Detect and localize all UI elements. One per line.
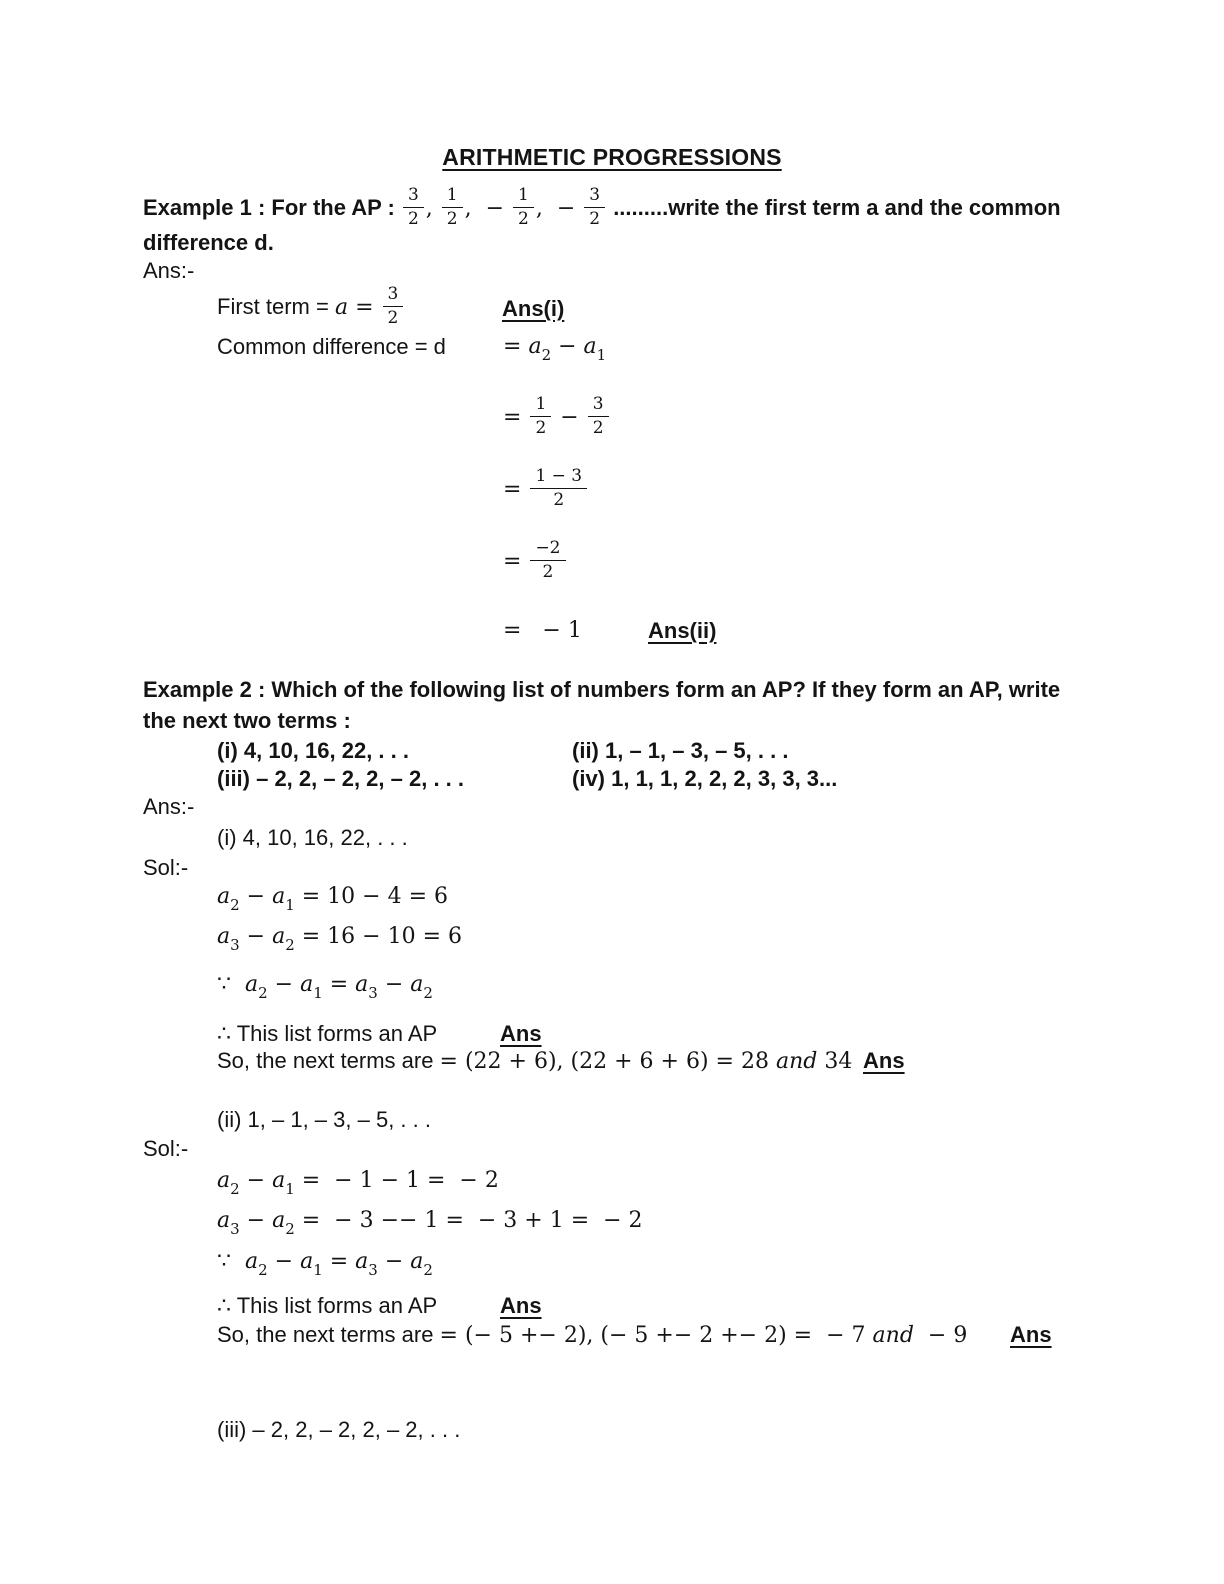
part-iii-restate: (iii) – 2, 2, – 2, 2, – 2, . . .: [217, 1417, 461, 1442]
eq-step-5: = − 1: [503, 618, 582, 643]
example2-heading-line2: the next two terms :: [143, 708, 351, 733]
ans-i-label: Ans(i): [502, 296, 565, 321]
part-ii-ans-1: Ans: [500, 1293, 542, 1318]
part-i-sol-label: Sol:-: [143, 855, 189, 880]
common-difference-label: Common difference = d: [217, 334, 446, 359]
part-ii-next-label: So, the next terms are: [217, 1322, 440, 1347]
item-iii: (iii) – 2, 2, – 2, 2, – 2, . . .: [217, 766, 465, 791]
part-ii-sol-label: Sol:-: [143, 1136, 189, 1161]
part-i-math-1: $a_2 - a_1 = 10 - 4 = 6$: [217, 884, 449, 914]
part-ii-math-2: $a_3 - a_2$ = − 3 −− 1 = − 3 + 1 = − 2: [217, 1208, 643, 1238]
part-ii-math-3: ∵ $a_2 - a_1 = a_3 - a_2$: [217, 1249, 433, 1279]
part-ii-math-1: $a_2 - a_1$ = − 1 − 1 = − 2: [217, 1168, 499, 1198]
page-title: ARITHMETIC PROGRESSIONS: [442, 144, 782, 170]
item-iv: (iv) 1, 1, 1, 2, 2, 2, 3, 3, 3...: [572, 766, 838, 791]
part-i-next-terms: [217, 1048, 852, 1075]
part-i-math-3: ∵ $a_2 - a_1 = a_3 - a_2$: [217, 972, 433, 1002]
part-i-ans-1: Ans: [500, 1021, 542, 1046]
part-i-conclusion: ∴ This list forms an AP: [217, 1021, 438, 1046]
part-ii-next-math: = (− 5 +− 2), (− 5 +− 2 +− 2) = − 7 and − 9: [439, 1323, 968, 1348]
first-term-label: First term =: [217, 294, 335, 319]
part-i-restate: (i) 4, 10, 16, 22, . . .: [217, 825, 408, 850]
first-term-math: a = $\frac{3}{2}$: [335, 295, 405, 320]
title-row: [0, 144, 1224, 171]
eq-step-4: = $\frac{-2}{2}$: [503, 539, 568, 585]
part-ii-next-terms: [217, 1322, 967, 1349]
example1-heading-prefix: Example 1 : For the AP :: [143, 195, 401, 220]
part-i-next-label: So, the next terms are: [217, 1048, 440, 1073]
example1-heading-suffix: .........write the first term a and the common: [607, 195, 1061, 220]
eq-step-3: = $\frac{1 - 3}{2}$: [503, 467, 589, 513]
part-ii-restate: (ii) 1, – 1, – 3, – 5, . . .: [217, 1107, 431, 1132]
ans-ii-label: Ans(ii): [648, 618, 717, 643]
part-ii-ans-2: Ans: [1010, 1322, 1052, 1347]
example1-ap-sequence: $\frac{3}{2}$ , $\frac{1}{2}$ , − $\frac{1}{2}$ , − $\frac{3}{2}$: [401, 196, 607, 221]
part-i-math-2: $a_3 - a_2 = 16 - 10 = 6$: [217, 924, 463, 954]
eq-step-1: = $a_2 - a_1$: [503, 334, 607, 364]
example1-ans-label: Ans:-: [143, 258, 195, 283]
item-ii: (ii) 1, – 1, – 3, – 5, . . .: [572, 738, 789, 763]
part-ii-conclusion: ∴ This list forms an AP: [217, 1293, 438, 1318]
example2-heading-line1: Example 2 : Which of the following list of numbers form an AP? If they form an AP, write: [143, 677, 1061, 702]
example1-heading-line1: [143, 185, 1061, 232]
part-i-ans-2: Ans: [863, 1048, 905, 1073]
item-i: (i) 4, 10, 16, 22, . . .: [217, 738, 409, 763]
example1-heading-line2: difference d.: [143, 230, 274, 255]
example2-ans-label: Ans:-: [143, 794, 195, 819]
eq-step-2: = $\frac{1}{2}$ − $\frac{3}{2}$: [503, 395, 611, 441]
part-i-next-math: = (22 + 6), (22 + 6 + 6) = 28 and 34: [439, 1049, 853, 1074]
first-term-line: [217, 284, 405, 331]
